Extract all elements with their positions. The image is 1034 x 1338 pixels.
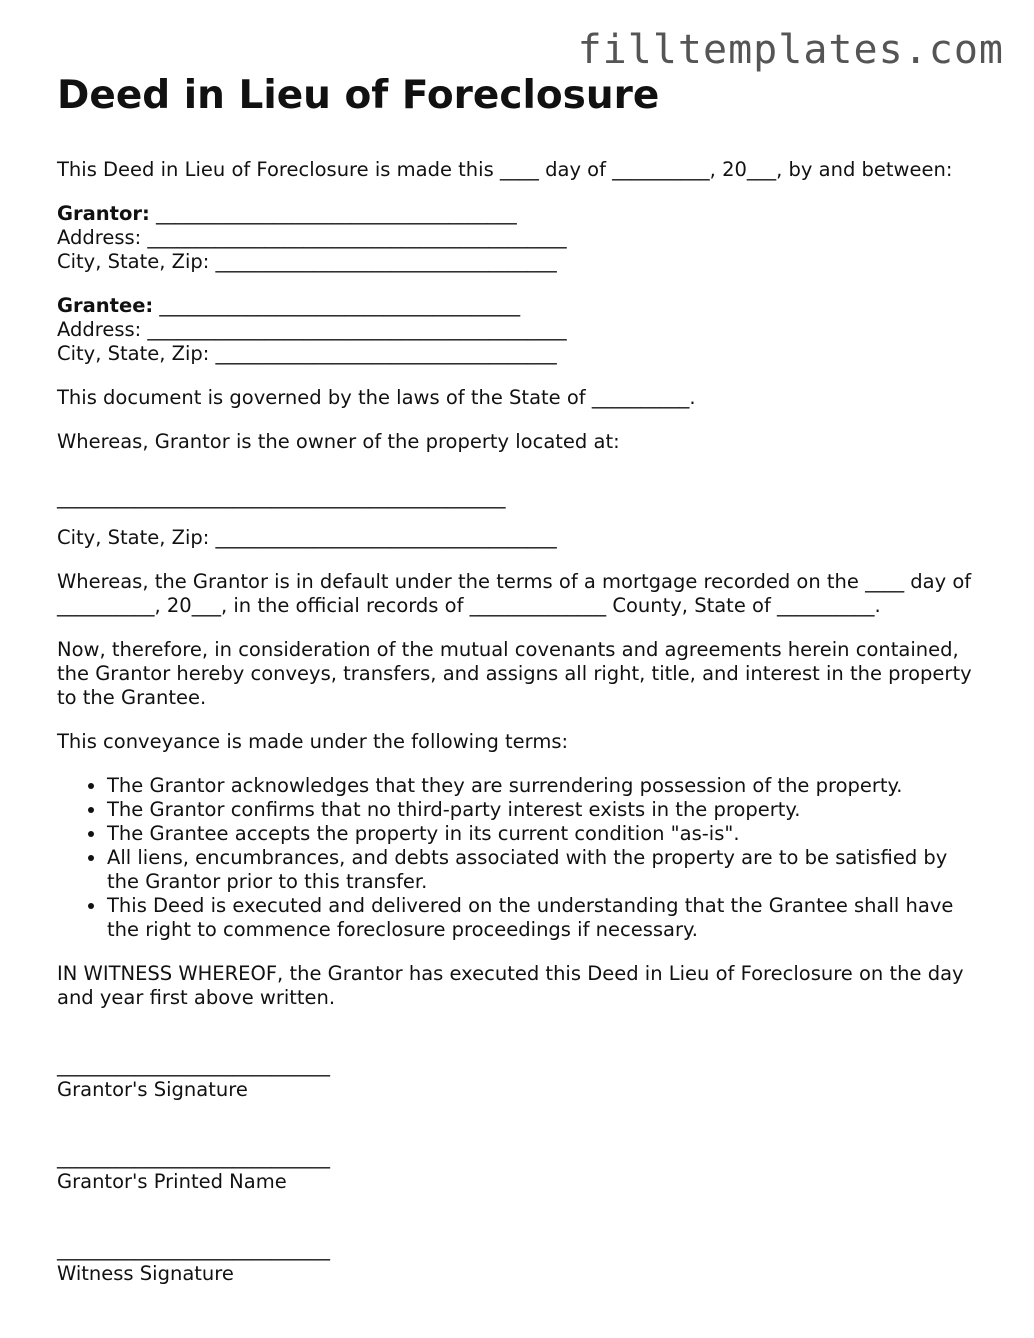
grantee-name-blank: _____________________________________: [153, 294, 521, 317]
grantee-label: Grantee:: [57, 294, 154, 317]
document-body: [57, 72, 982, 1330]
grantor-name-blank: _____________________________________: [149, 202, 517, 225]
document-title: Deed in Lieu of Foreclosure: [57, 73, 660, 118]
terms-intro-paragraph: This conveyance is made under the following terms:: [57, 730, 569, 753]
grantee-name-line: [57, 294, 982, 318]
now-therefore-paragraph: Now, therefore, in consideration of the mutual covenants and agreements herein contained, the Grantor hereby conveys, transfers, and assigns all right, title, and interest in the property to the Grantee.: [57, 638, 972, 709]
signature-line: ____________________________: [57, 1054, 330, 1077]
property-city-line: City, State, Zip: ___________________________________: [57, 526, 557, 549]
whereas-owner-paragraph: Whereas, Grantor is the owner of the property located at:: [57, 430, 620, 453]
signature-label: Witness Signature: [57, 1262, 234, 1285]
intro-paragraph: This Deed in Lieu of Foreclosure is made this ____ day of __________, 20___, by and between:: [57, 158, 953, 181]
grantee-city-line: City, State, Zip: ___________________________________: [57, 342, 557, 365]
grantee-address-line: Address: ___________________________________________: [57, 318, 567, 341]
watermark: filltemplates.com: [577, 27, 1004, 73]
list-item: • All liens, encumbrances, and debts associated with the property are to be satisfied by the Grantor prior to this transfer.: [107, 846, 982, 894]
signature-label: Grantor's Printed Name: [57, 1170, 287, 1193]
grantor-printed-name-block: [57, 1146, 982, 1194]
witness-signature-block: [57, 1238, 982, 1286]
list-item: • The Grantor confirms that no third-party interest exists in the property.: [107, 798, 982, 822]
list-item: • The Grantor acknowledges that they are surrendering possession of the property.: [107, 774, 982, 798]
signature-section: [57, 1054, 982, 1286]
grantor-signature-block: [57, 1054, 982, 1102]
signature-line: ____________________________: [57, 1146, 330, 1169]
governing-law-paragraph: This document is governed by the laws of the State of __________.: [57, 386, 696, 409]
grantor-section: [57, 202, 982, 274]
whereas-default-paragraph: Whereas, the Grantor is in default under the terms of a mortgage recorded on the ____ day of __________, 20___, in the official records of ______________ County, State of __________.: [57, 570, 972, 617]
property-address-line: ______________________________________________: [57, 486, 506, 509]
grantor-address-line: Address: ___________________________________________: [57, 226, 567, 249]
grantee-section: [57, 294, 982, 366]
grantor-city-line: City, State, Zip: ___________________________________: [57, 250, 557, 273]
signature-line: ____________________________: [57, 1238, 330, 1261]
list-item: • The Grantee accepts the property in its current condition "as-is".: [107, 822, 982, 846]
witness-clause-paragraph: IN WITNESS WHEREOF, the Grantor has executed this Deed in Lieu of Foreclosure on the day and year first above written.: [57, 962, 964, 1009]
signature-label: Grantor's Signature: [57, 1078, 248, 1101]
terms-list: [57, 774, 982, 942]
grantor-label: Grantor:: [57, 202, 150, 225]
list-item: • This Deed is executed and delivered on the understanding that the Grantee shall have the right to commence foreclosure proceedings if necessary.: [107, 894, 982, 942]
grantor-name-line: [57, 202, 982, 226]
